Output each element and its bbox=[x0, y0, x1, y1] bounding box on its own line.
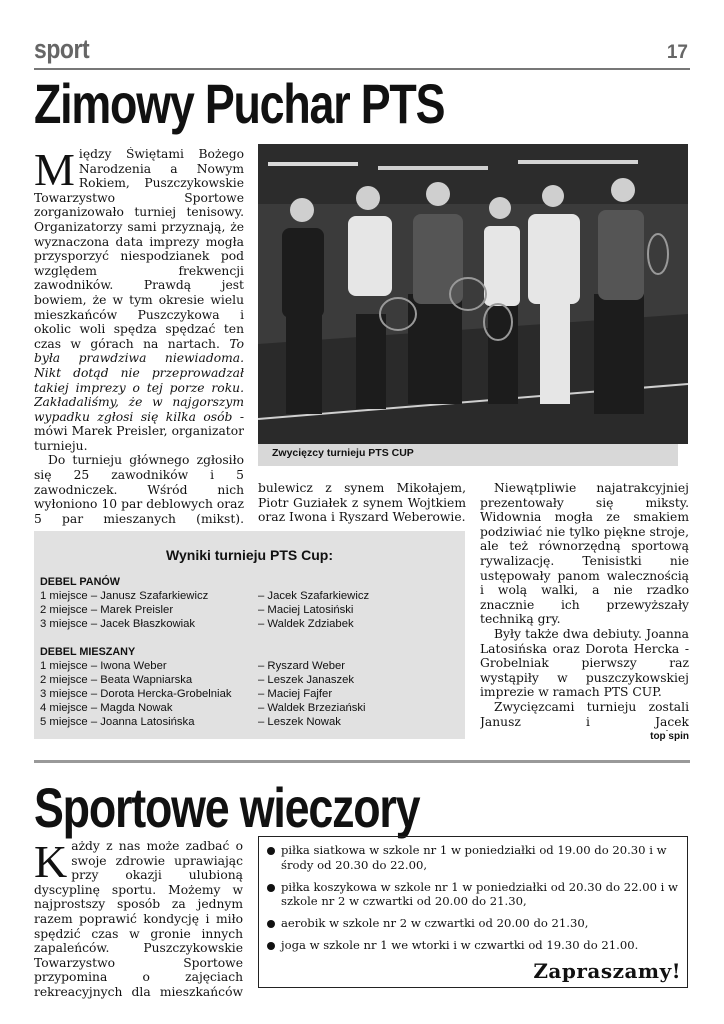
article-2-text bbox=[34, 839, 243, 999]
result-place: 1 miejsce – Iwona Weber bbox=[40, 660, 167, 672]
result-row bbox=[40, 715, 460, 729]
invitation-text: Zapraszamy! bbox=[533, 959, 681, 984]
bullet-icon bbox=[267, 847, 275, 855]
drop-cap: K bbox=[34, 839, 68, 887]
schedule-item bbox=[265, 880, 681, 910]
result-row bbox=[40, 589, 460, 603]
schedule-text: piłka siatkowa w szkole nr 1 w poniedziałki od 19.00 do 20.30 i w środy od 20.30 do 22.00, bbox=[281, 843, 667, 872]
result-partner: – Jacek Szafarkiewicz bbox=[258, 590, 370, 602]
result-row bbox=[40, 659, 460, 673]
result-partner: – Waldek Brzeziański bbox=[258, 702, 366, 714]
result-partner: – Leszek Janaszek bbox=[258, 674, 355, 686]
result-place: 5 miejsce – Joanna Latosińska bbox=[40, 716, 195, 728]
schedule-item bbox=[265, 938, 681, 953]
paragraph-1: iędzy Świętami Bożego Narodzenia a Nowym Rokiem, Puszczykowskie Towarzystwo Sportowe zorganizowało turniej tenisowy. Organizatorzy sami przyznają, że wyznaczona data imprezy mogła przysporzyć niespodzianek pod względem frekwencji zawodników. Prawdą jest bowiem, że w tym okresie wielu mieszkańców Puszczykowa i okolic woli spędza spędzać ten czas w górach na nartach. bbox=[34, 147, 244, 351]
result-partner: – Maciej Fajfer bbox=[258, 688, 333, 700]
schedule-box bbox=[258, 836, 688, 988]
photo-illustration bbox=[258, 144, 688, 444]
result-partner: – Maciej Latosiński bbox=[258, 604, 354, 616]
result-place: 1 miejsce – Janusz Szafarkiewicz bbox=[40, 590, 209, 602]
author-signature: top spin bbox=[650, 731, 689, 742]
article-title: Zimowy Puchar PTS bbox=[34, 72, 445, 135]
schedule-item bbox=[265, 843, 681, 873]
bullet-icon bbox=[267, 920, 275, 928]
article-column-3 bbox=[480, 481, 689, 731]
result-partner: – Leszek Nowak bbox=[258, 716, 341, 728]
paragraph-4: Niewątpliwie najatrakcyjniej prezentowały się miksty. Widownia mogła ze smakiem podziwiać nie tylko piękne stroje, ale też równorzędną sportową rywalizację. Tenisistki nie ustępowały panom walecznością i wolą walki, a nie rzadko znacznie ich przewyższały techniką gry. bbox=[480, 481, 689, 627]
bullet-icon bbox=[267, 942, 275, 950]
drop-cap: M bbox=[34, 147, 75, 195]
result-place: 4 miejsce – Magda Nowak bbox=[40, 702, 173, 714]
bullet-icon bbox=[267, 884, 275, 892]
result-place: 2 miejsce – Marek Preisler bbox=[40, 604, 174, 616]
results-group-mixed bbox=[40, 645, 460, 729]
section-label: sport bbox=[34, 34, 90, 64]
schedule-item bbox=[265, 916, 681, 931]
page-number: 17 bbox=[666, 42, 688, 63]
article-column-2 bbox=[258, 481, 466, 529]
paragraph-6: Zwycięzcami turnieju zostali Janusz i Jacek bbox=[480, 699, 689, 729]
result-place: 2 miejsce – Beata Wapniarska bbox=[40, 674, 193, 686]
result-partner: – Waldek Zdziabek bbox=[258, 618, 354, 630]
schedule-text: aerobik w szkole nr 2 w czwartki od 20.00 do 21.30, bbox=[281, 916, 589, 931]
paragraph-1-end: - mówi Marek Preisler, organizator turnieju. bbox=[34, 409, 244, 453]
result-place: 3 miejsce – Dorota Hercka-Grobelniak bbox=[40, 688, 232, 700]
group-title: DEBEL MIESZANY bbox=[40, 646, 136, 658]
result-partner: – Ryszard Weber bbox=[258, 660, 346, 672]
result-place: 3 miejsce – Jacek Błaszkowiak bbox=[40, 618, 196, 630]
paragraph: ażdy z nas może zadbać o swoje zdrowie uprawiając przy okazji ulubioną dyscyplinę sportu. Możemy w najprostszy sposób za jednym razem poprawić kondycję i miło spędzić czas w gronie innych zapaleńców. Puszczykowskie Towarzystwo Sportowe przypomina o zajęciach rekreacyjnych dla mieszkańców bbox=[34, 839, 243, 999]
results-group-men bbox=[40, 575, 460, 631]
paragraph-2: Do turnieju głównego zgłosiło się 25 zawodników i 5 zawodniczek. Wśród nich wyłoniono 10 par deblowych oraz 5 par mieszanych (mikst). bbox=[34, 453, 244, 526]
article-column-1 bbox=[34, 147, 244, 527]
article-divider bbox=[34, 760, 690, 763]
result-row bbox=[40, 603, 460, 617]
paragraph-5: Były także dwa debiuty. Joanna Latosińska oraz Dorota Hercka - Grobelniak pierwszy raz wystąpiły w puszczykowskiej imprezie w ramach PTS CUP. bbox=[480, 626, 689, 700]
schedule-text: joga w szkole nr 1 we wtorki i w czwartki od 19.30 do 21.00. bbox=[281, 937, 639, 952]
article-2-title: Sportowe wieczory bbox=[34, 776, 420, 839]
schedule-text: piłka koszykowa w szkole nr 1 w poniedziałki od 20.30 do 22.00 i w szkole nr 2 w czwartki od 20.00 do 21.30, bbox=[281, 879, 678, 909]
result-row bbox=[40, 673, 460, 687]
result-row bbox=[40, 701, 460, 715]
winners-photo bbox=[258, 144, 688, 444]
header-rule bbox=[34, 68, 690, 70]
photo-caption: Zwycięzcy turnieju PTS CUP bbox=[258, 444, 678, 466]
paragraph-3: bulewicz z synem Mikołajem, Piotr Guziałek z synem Wojtkiem oraz Iwona i Ryszard Weberowie. bbox=[258, 481, 466, 525]
results-title: Wyniki turnieju PTS Cup: bbox=[166, 547, 333, 563]
quote: To była prawdziwa niewiadoma. Nikt dotąd nie przeprowadzał takiej imprezy o tej porze roku. Zakładaliśmy, że w najgorszym wypadku zgłosi się kilka osób bbox=[34, 336, 244, 424]
result-row bbox=[40, 687, 460, 701]
schedule-list bbox=[265, 843, 681, 953]
group-title: DEBEL PANÓW bbox=[40, 576, 120, 588]
results-box bbox=[34, 531, 465, 739]
result-row bbox=[40, 617, 460, 631]
